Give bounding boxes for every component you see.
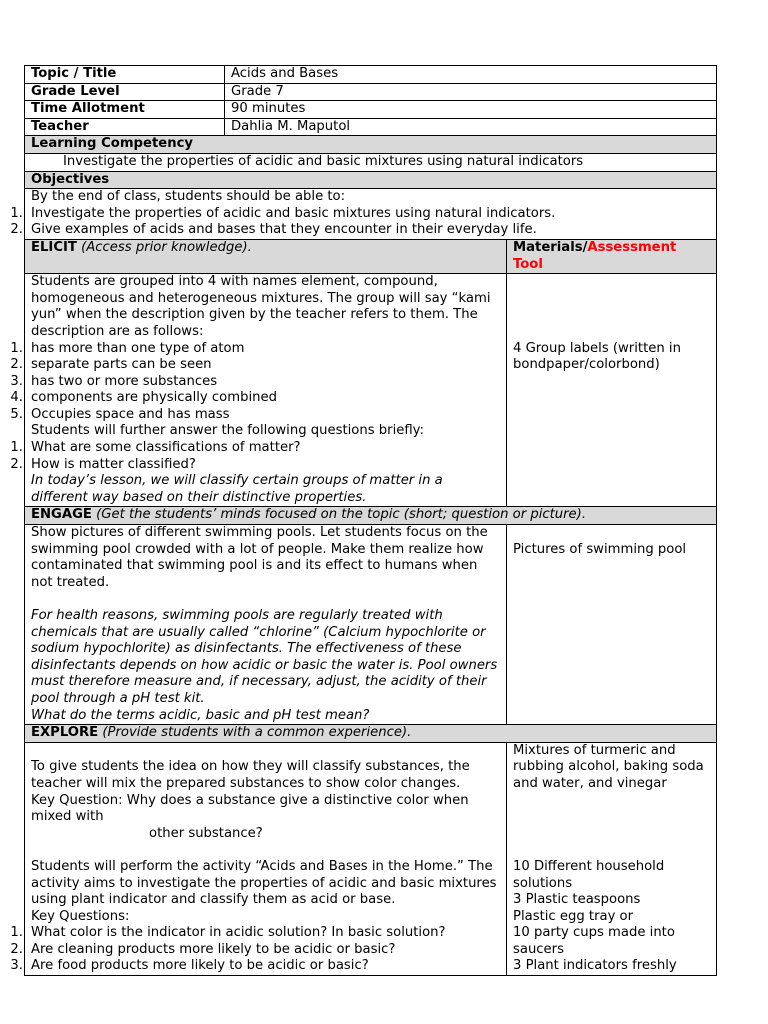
objectives-intro: By the end of class, students should be able to: xyxy=(31,189,346,205)
engage-title: ENGAGE xyxy=(31,507,92,523)
objectives-label: Objectives xyxy=(25,171,717,189)
explore-question-item: 3. Are food products more likely to be acidic or basic? xyxy=(10,958,369,974)
time-value: 90 minutes xyxy=(225,101,717,119)
competency-row xyxy=(25,153,717,171)
engage-italic-text: For health reasons, swimming pools are regularly treated with chemicals that are usually called “chlorine” (Calcium hypochlorite or sodium hypochlorite) as disinfectants. The effectiveness of these disinfectants depends on how acidic or basic the water is. Pool owners must therefore measure and, if necessary, adjust, the acidity of their pool through a pH test kit. xyxy=(31,608,498,706)
explore-content-row xyxy=(25,742,717,975)
assessment-label: Assessment Tool xyxy=(513,239,677,272)
elicit-intro: Students are grouped into 4 with names element, compound, homogeneous and heterogeneous mixtures. The group will say “kami yun” when the description given by the teacher refers to them. The description are as follows: xyxy=(31,274,491,339)
topic-label: Topic / Title xyxy=(25,66,225,84)
elicit-further: Students will further answer the following questions briefly: xyxy=(31,423,424,439)
engage-header-row xyxy=(25,507,717,525)
objective-item: 1. Investigate the properties of acidic and basic mixtures using natural indicators. xyxy=(10,205,556,221)
explore-question-item: 1. What color is the indicator in acidic solution? In basic solution? xyxy=(10,925,446,941)
competency-label: Learning Competency xyxy=(25,136,717,154)
activities-table xyxy=(10,239,717,976)
elicit-description-item: 4. components are physically combined xyxy=(10,390,277,406)
explore-subtitle: (Provide students with a common experience). xyxy=(102,725,412,741)
explore-title: EXPLORE xyxy=(31,725,99,741)
competency-text: Investigate the properties of acidic and basic mixtures using natural indicators xyxy=(63,153,584,169)
elicit-question-item: 2. How is matter classified? xyxy=(10,456,196,472)
explore-materials-1: Mixtures of turmeric and rubbing alcohol, baking soda and water, and vinegar xyxy=(513,742,704,791)
explore-material-item: 3 Plastic teaspoons xyxy=(513,892,641,908)
topic-value: Acids and Bases xyxy=(225,66,717,84)
explore-material-item: 10 party cups made into saucers xyxy=(513,925,675,957)
lesson-plan-page xyxy=(10,65,716,976)
elicit-content-row xyxy=(25,274,717,507)
explore-material-item: 10 Different household solutions xyxy=(513,858,665,891)
elicit-subtitle: (Access prior knowledge). xyxy=(81,239,252,255)
objective-item: 2. Give examples of acids and bases that they encounter in their everyday life. xyxy=(10,222,537,238)
engage-question: What do the terms acidic, basic and pH test mean? xyxy=(31,707,370,723)
grade-value: Grade 7 xyxy=(225,83,717,101)
elicit-materials: 4 Group labels (written in bondpaper/colorbond) xyxy=(513,340,681,373)
header-table xyxy=(10,65,717,240)
teacher-label: Teacher xyxy=(25,118,225,136)
elicit-description-item: 2. separate parts can be seen xyxy=(10,357,212,373)
header-row-time xyxy=(25,101,717,119)
elicit-closing: In today’s lesson, we will classify certain groups of matter in a different way based on their distinctive properties. xyxy=(31,473,443,505)
explore-text-2: Students will perform the activity “Acids and Bases in the Home.” The activity aims to investigate the properties of acidic and basic mixtures using plant indicator and classify them as acid or base. xyxy=(31,858,497,908)
explore-key-question: Key Question: Why does a substance give a distinctive color when mixed with xyxy=(31,792,469,825)
explore-material-item: 3 Plant indicators freshly xyxy=(513,958,677,974)
competency-header-row xyxy=(25,136,717,154)
header-row-topic xyxy=(25,66,717,84)
header-row-grade xyxy=(25,83,717,101)
engage-content-row xyxy=(25,525,717,725)
explore-question-item: 2. Are cleaning products more likely to be acidic or basic? xyxy=(10,941,396,957)
engage-materials: Pictures of swimming pool xyxy=(513,541,687,557)
materials-label: Materials/ xyxy=(513,239,588,255)
time-label: Time Allotment xyxy=(25,101,225,119)
elicit-description-item: 3. has two or more substances xyxy=(10,373,218,389)
engage-text: Show pictures of different swimming pools. Let students focus on the swimming pool crowded with a lot of people. Make them realize how contaminated that swimming pool is and its effect to humans when not treated. xyxy=(31,525,488,590)
elicit-description-item: 5. Occupies space and has mass xyxy=(10,406,230,422)
elicit-description-item: 1. has more than one type of atom xyxy=(10,340,245,356)
explore-text-1: To give students the idea on how they will classify substances, the teacher will mix the prepared substances to show color changes. xyxy=(31,759,470,791)
explore-header-row xyxy=(25,725,717,743)
grade-label: Grade Level xyxy=(25,83,225,101)
explore-key-question-cont: other substance? xyxy=(149,825,263,841)
objectives-row xyxy=(25,189,717,240)
explore-material-item: Plastic egg tray or xyxy=(513,908,634,924)
explore-key-questions-label: Key Questions: xyxy=(31,908,130,924)
objectives-header-row xyxy=(25,171,717,189)
teacher-value: Dahlia M. Maputol xyxy=(225,118,717,136)
engage-subtitle: (Get the students’ minds focused on the topic (short; question or picture). xyxy=(96,507,587,523)
elicit-title: ELICIT xyxy=(31,239,77,255)
elicit-header-row xyxy=(25,239,717,273)
elicit-question-item: 1. What are some classifications of matter? xyxy=(10,440,301,456)
header-row-teacher xyxy=(25,118,717,136)
